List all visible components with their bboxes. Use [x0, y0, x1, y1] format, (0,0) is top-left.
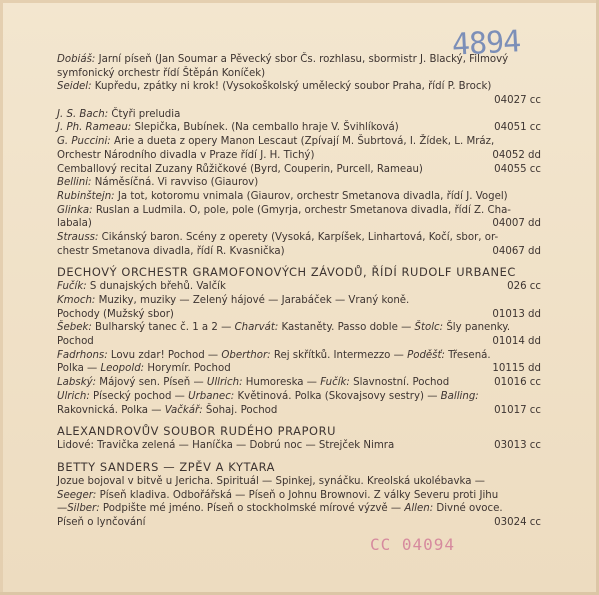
- line-text: chestr Smetanova divadla, řídí R. Kvasnička): [57, 245, 285, 257]
- catalog-line: [57, 53, 541, 67]
- catalog-number: 01014 dd: [492, 336, 541, 348]
- catalog-line: [57, 294, 541, 308]
- catalog-line: [57, 335, 541, 349]
- composer-name: Oberthor:: [221, 349, 271, 361]
- composer-name: Fučík:: [57, 281, 87, 293]
- catalog-line: [57, 280, 541, 294]
- line-text: symfonický orchestr řídí Štěpán Koníček): [57, 67, 266, 79]
- line-text: Slavnostní. Pochod: [349, 377, 450, 389]
- catalog-line: [57, 204, 541, 218]
- catalog-number: 04027 cc: [494, 95, 541, 107]
- catalog-number: 03013 cc: [494, 440, 541, 452]
- catalog-line: [57, 94, 541, 108]
- catalog-line: [57, 231, 541, 245]
- composer-name: Glinka:: [57, 204, 93, 216]
- composer-name: J. S. Bach:: [57, 108, 109, 120]
- line-text: Lovu zdar! Pochod —: [107, 349, 222, 361]
- line-text: Kupředu, zpátky ni krok! (Vysokoškolský umělecký soubor Praha, řídí P. Brock): [91, 81, 492, 93]
- block-sanders: [57, 475, 541, 530]
- line-text: Arie a dueta z opery Manon Lescaut (Zpívají M. Šubrtová, I. Žídek, L. Mráz,: [110, 136, 495, 148]
- line-text: Píseň kladiva. Odbořářská — Píseň o Johnu Brownovi. Z války Severu proti Jihu: [96, 489, 499, 501]
- line-text: Písecký pochod —: [89, 390, 189, 402]
- line-text: Třesená.: [444, 349, 491, 361]
- line-text: Podpište mé jméno. Píseň o stockholmské mírové výzvě —: [99, 503, 405, 515]
- line-text: Čtyři preludia: [108, 108, 181, 120]
- catalog-line: [57, 67, 541, 81]
- line-text: Píseň o lynčování: [57, 516, 146, 528]
- composer-name: Leopold:: [100, 363, 145, 375]
- line-text: Kastaněty. Passo doble —: [278, 322, 415, 334]
- catalog-number: 03024 cc: [494, 516, 541, 528]
- line-text: Májový sen. Píseň —: [96, 377, 207, 389]
- composer-name: J. Ph. Rameau:: [57, 122, 132, 134]
- catalog-text: [57, 53, 541, 530]
- section-title-alexandrov: ALEXANDROVŮV SOUBOR RUDÉHO PRAPORU: [57, 424, 337, 439]
- catalog-line: [57, 149, 541, 163]
- catalog-number: 026 cc: [507, 281, 541, 293]
- catalog-line: [57, 376, 541, 390]
- line-text: Horymír. Pochod: [144, 363, 231, 375]
- catalog-line: [57, 190, 541, 204]
- composer-name: Balling:: [440, 390, 479, 402]
- catalog-number: 01017 cc: [494, 404, 541, 416]
- composer-name: Štolc:: [414, 322, 444, 334]
- line-text: Muziky, muziky — Zelený hájové — Jarabáček — Vraný koně.: [95, 295, 410, 306]
- composer-name: Vačkář:: [164, 404, 203, 416]
- catalog-line: [57, 135, 541, 149]
- catalog-number: 04052 dd: [492, 149, 541, 161]
- catalog-line: [57, 475, 541, 489]
- catalog-line: [57, 404, 541, 418]
- composer-name: Ullrich:: [206, 377, 243, 389]
- composer-name: Bellini:: [57, 177, 92, 189]
- catalog-number: 04067 dd: [492, 245, 541, 257]
- line-text: Rej skřítků. Intermezzo —: [270, 349, 408, 361]
- block-brass: [57, 280, 541, 417]
- catalog-line: [57, 349, 541, 363]
- line-text: Polka —: [57, 363, 101, 375]
- composer-name: Charvát:: [234, 322, 279, 334]
- catalog-line: [57, 163, 541, 177]
- line-text: Šohaj. Pochod: [202, 404, 278, 416]
- line-text: Jarní píseň (Jan Soumar a Pěvecký sbor Čs. rozhlasu, sbormistr J. Blacký, Filmový: [95, 54, 509, 65]
- composer-name: Strauss:: [57, 231, 99, 243]
- composer-name: Seeger:: [57, 489, 97, 501]
- line-text: Orchestr Národního divadla v Praze řídí J. H. Tichý): [57, 149, 315, 161]
- line-text: Cemballový recital Zuzany Růžičkové (Byrd, Couperin, Purcell, Rameau): [57, 163, 423, 175]
- line-text: Pochod: [57, 336, 94, 348]
- catalog-line: [57, 502, 541, 516]
- composer-name: Fadrhons:: [57, 349, 108, 361]
- catalog-line: [57, 321, 541, 335]
- line-text: Humoreska —: [242, 377, 321, 389]
- line-text: S dunajských břehů. Valčík: [86, 281, 226, 293]
- line-text: Šly panenky.: [443, 322, 511, 334]
- line-text: Bulharský tanec č. 1 a 2 —: [91, 322, 235, 334]
- line-text: Ruslan a Ludmila. O, pole, pole (Gmyrja, orchestr Smetanova divadla, řídí Z. Cha-: [92, 204, 511, 216]
- catalog-number: 10115 dd: [492, 363, 541, 375]
- composer-name: Urbanec:: [188, 390, 235, 402]
- catalog-line: [57, 121, 541, 135]
- composer-name: Silber:: [67, 503, 100, 515]
- line-text: Květinová. Polka (Skovajsovy sestry) —: [234, 390, 441, 402]
- composer-name: Labský:: [57, 377, 97, 389]
- line-text: Rakovnická. Polka —: [57, 404, 165, 416]
- line-text: Cikánský baron. Scény z operety (Vysoká, Karpíšek, Linhartová, Kočí, sbor, or-: [98, 231, 499, 243]
- catalog-line: [57, 245, 541, 259]
- line-text: —: [57, 503, 68, 515]
- catalog-number: 01016 cc: [494, 377, 541, 389]
- catalog-number: 04007 dd: [492, 218, 541, 230]
- composer-name: Fučík:: [320, 377, 350, 389]
- catalog-line: [57, 362, 541, 376]
- catalog-number: 04051 cc: [494, 122, 541, 134]
- line-text: Divné ovoce.: [433, 503, 503, 515]
- composer-name: Seidel:: [57, 81, 92, 93]
- line-text: Lidové: Travička zelená — Haníčka — Dobrú noc — Strejček Nimra: [57, 440, 395, 452]
- catalog-line: [57, 176, 541, 190]
- line-text: Ja tot, kotoromu vnimala (Giaurov, orchestr Smetanova divadla, řídí J. Vogel): [114, 190, 508, 202]
- catalog-line: [57, 439, 541, 453]
- section-title-sanders: BETTY SANDERS — ZPĚV A KYTARA: [57, 459, 276, 474]
- block-alexandrov: [57, 439, 541, 453]
- section-title-brass: DECHOVÝ ORCHESTR GRAMOFONOVÝCH ZÁVODŮ, ŘÍDÍ RUDOLF URBANEC: [57, 265, 516, 280]
- catalog-line: [57, 217, 541, 231]
- catalog-line: [57, 390, 541, 404]
- composer-name: Kmoch:: [57, 295, 96, 306]
- catalog-line: [57, 308, 541, 322]
- line-text: Náměsíčná. Vi ravviso (Giaurov): [91, 177, 259, 189]
- composer-name: Poděšť:: [407, 349, 445, 361]
- catalog-line: [57, 489, 541, 503]
- catalog-number: 04055 cc: [494, 163, 541, 175]
- block-classical: [57, 53, 541, 258]
- composer-name: Allen:: [404, 503, 434, 515]
- composer-name: G. Puccini:: [57, 136, 111, 148]
- catalog-stamp: CC 04094: [370, 535, 456, 554]
- composer-name: Dobiáš:: [57, 54, 96, 65]
- catalog-line: [57, 108, 541, 122]
- composer-name: Ulrich:: [57, 390, 90, 402]
- catalog-line: [57, 516, 541, 530]
- catalog-number: 01013 dd: [492, 308, 541, 320]
- catalog-line: [57, 80, 541, 94]
- line-text: Slepička, Bubínek. (Na cemballo hraje V. Švihlíková): [131, 122, 399, 134]
- line-text: Pochody (Mužský sbor): [57, 308, 174, 320]
- composer-name: Šebek:: [57, 322, 92, 334]
- composer-name: Rubinštejn:: [57, 190, 115, 202]
- line-text: labala): [57, 218, 92, 230]
- edge-top: [0, 0, 599, 3]
- line-text: Jozue bojoval v bitvě u Jericha. Spirituál — Spinkej, synáčku. Kreolská ukolébavka —: [57, 475, 485, 487]
- handwritten-number: 4894: [451, 24, 522, 63]
- edge-left: [0, 0, 3, 595]
